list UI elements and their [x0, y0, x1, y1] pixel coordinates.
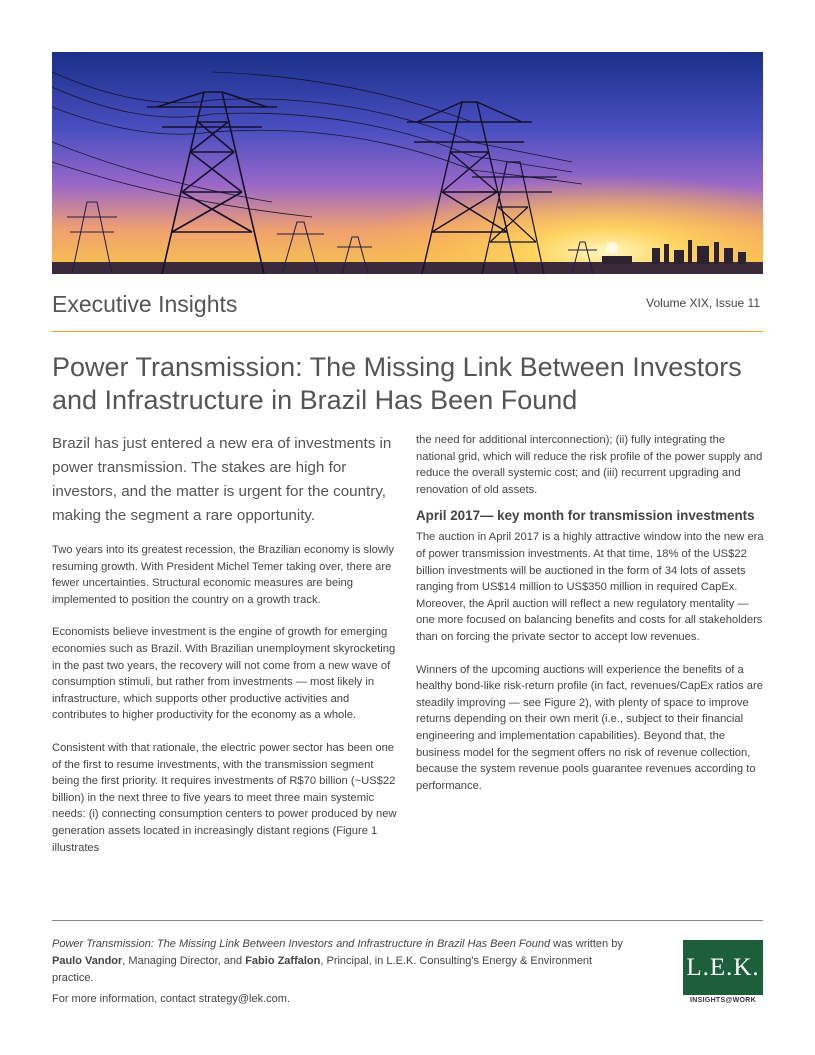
contact-suffix: .: [286, 993, 290, 1005]
article-title: Power Transmission: The Missing Link Between Investors and Infrastructure in Brazil Has Been Found: [52, 352, 742, 415]
body-paragraph: The auction in April 2017 is a highly attractive window into the new era of power transmission investments. At that time, 18% of the US$22 billion investments will be auctioned in the form of 34 lots of assets ranging from US$14 million to US$350 million in required CapEx. Moreover, the April auction will reflect a new regulatory mentality — one more focused on balancing benefits and costs for all stakeholders than on forcing the private sector to accept low revenues.: [416, 531, 764, 643]
left-column: [52, 432, 398, 872]
body-paragraph: Economists believe investment is the engine of growth for emerging economies such as Brazil. With Brazilian unemployment skyrocketing in the past two years, the recovery will not come from a new wave of consumption stimuli, but rather from investments — most likely in infrastructure, which supports other productive activities and contributes to higher productivity for the economy as a whole.: [52, 626, 396, 722]
hero-image: [52, 52, 763, 274]
body-paragraph: Two years into its greatest recession, the Brazilian economy is slowly resuming growth. With President Michel Temer taking over, there are fewer uncertainties. Structural economic measures are being implemented to position the country on a growth track.: [52, 544, 394, 606]
footer-divider: [52, 920, 763, 921]
body-paragraph-continued: the need for additional interconnection); (ii) fully integrating the national grid, which will reduce the risk profile of the power supply and reduce the overall systemic cost; and (iii) recurrent upgrading and renovation of old assets.: [416, 434, 763, 496]
footer-text: was written by: [550, 938, 623, 950]
footer-article-title: Power Transmission: The Missing Link Between Investors and Infrastructure in Brazil Has Been Found: [52, 938, 551, 950]
logo-mark: L.E.K.: [683, 940, 763, 995]
lek-logo: [683, 940, 763, 1004]
footer-credits: [52, 936, 632, 1012]
author-role: , Principal, in L.E.K. Consulting's Energy & Environment practice.: [52, 955, 593, 984]
body-paragraph: Winners of the upcoming auctions will experience the benefits of a healthy bond-like risk-return profile (in fact, revenues/CapEx ratios are steadily improving — see Figure 2), with plenty of space to improve returns depending on their own merit (i.e., subject to their financial engineering and implementation capabilities). Beyond that, the business model for the segment offers no risk of revenue collection, because the system revenue pools guarantee revenues according to performance.: [416, 663, 763, 792]
lead-paragraph: Brazil has just entered a new era of investments in power transmission. The stakes are high for investors, and the matter is urgent for the country, making the segment a rare opportunity.: [52, 435, 392, 524]
right-column: [416, 432, 766, 810]
section-heading: April 2017— key month for transmission investments: [416, 508, 755, 524]
body-paragraph: Consistent with that rationale, the electric power sector has been one of the first to resume investments, with the transmission segment being the first priority. It requires investments of R$70 billion (~US$22 billion) in the next three to five years to meet three main systemic needs: (i) connecting consumption centers to power produced by new generation assets located in increasingly distant regions (Figure 1 illustrates: [52, 741, 397, 854]
transmission-towers-illustration: [52, 52, 763, 274]
logo-tagline: INSIGHTS@WORK: [690, 997, 756, 1004]
contact-prefix: For more information, contact: [52, 993, 199, 1005]
authorship-note: [52, 936, 632, 987]
header-divider: [52, 331, 763, 332]
author-name: Paulo Vandor: [52, 955, 123, 967]
contact-email-link[interactable]: strategy@lek.com: [198, 993, 287, 1005]
volume-issue: Volume XIX, Issue 11: [646, 296, 760, 310]
author-name: Fabio Zaffalon: [245, 955, 321, 967]
author-role: , Managing Director, and: [122, 955, 246, 967]
series-title: Executive Insights: [52, 291, 238, 317]
contact-note: [52, 991, 632, 1008]
